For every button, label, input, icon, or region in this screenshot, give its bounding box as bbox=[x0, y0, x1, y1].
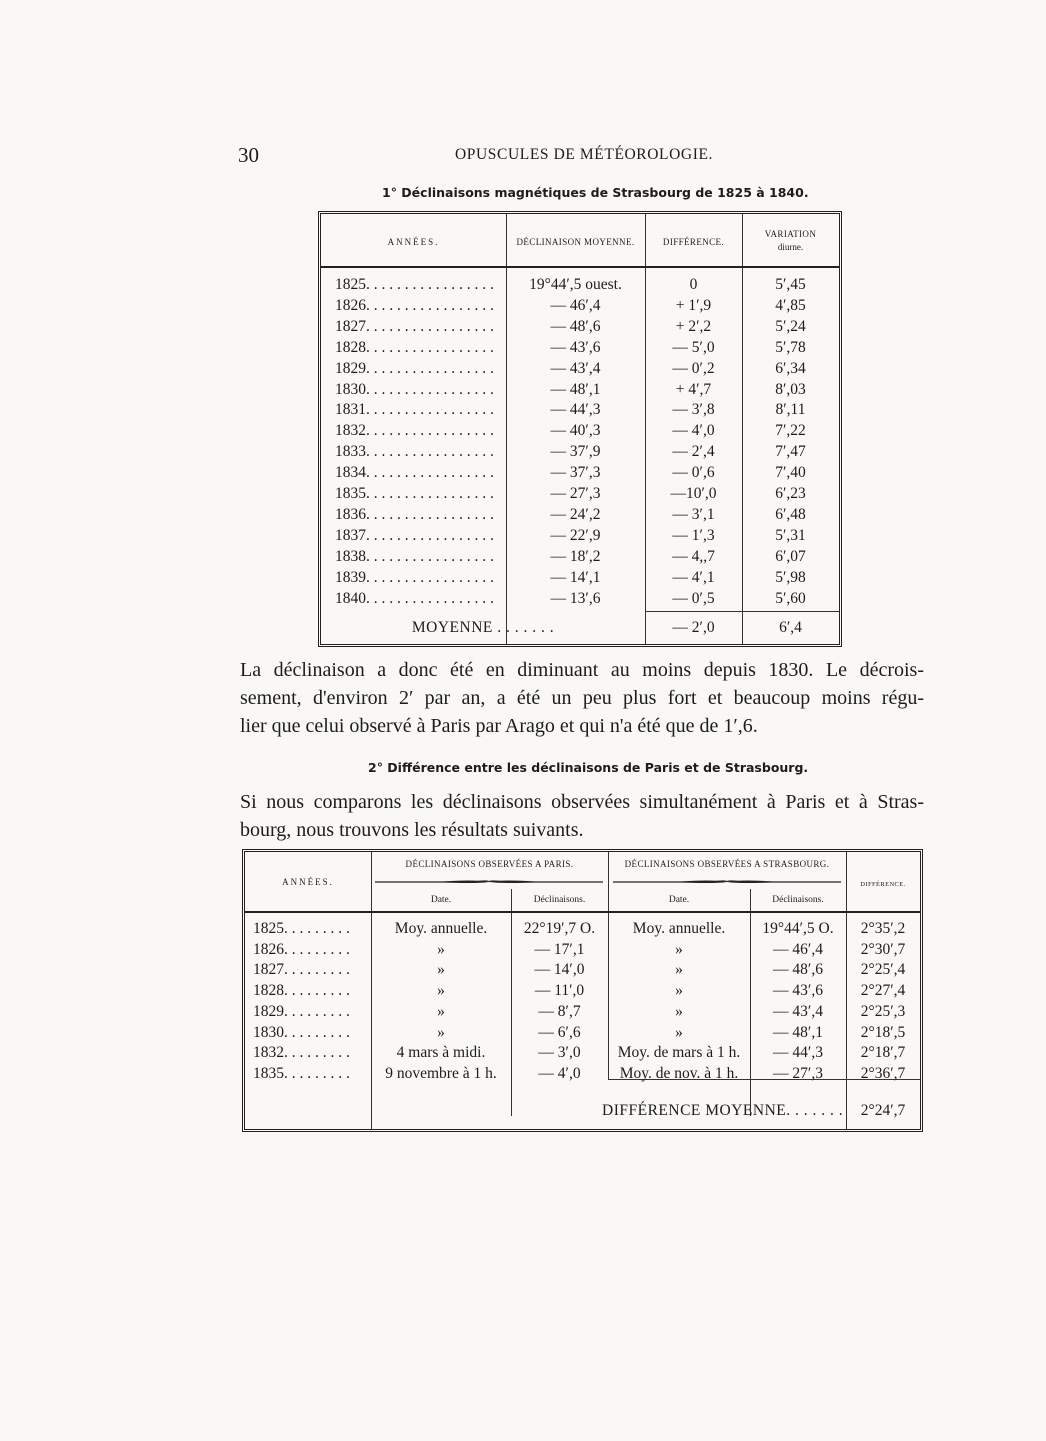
paragraph-1 bbox=[240, 656, 924, 740]
page-number: 30 bbox=[238, 143, 259, 167]
table2-title: 2° Différence entre les déclinaisons de Paris et de Strasbourg. bbox=[368, 760, 809, 775]
paragraph-1-line: lier que celui observé à Paris par Arago et qui n'a été que de 1′,6. bbox=[240, 715, 758, 737]
cell-declinaison: — 48′,1 bbox=[550, 380, 601, 398]
cell-difference: — 0′,5 bbox=[672, 589, 715, 607]
table2-header-annees: ANNÉES. bbox=[282, 877, 334, 887]
cell-paris-decl: — 11′,0 bbox=[534, 982, 585, 1000]
table1-header-variation-sub: diurne. bbox=[777, 242, 804, 252]
cell-stras-decl: 19°44′,5 O. bbox=[762, 920, 834, 937]
cell-difference: — 0′,6 bbox=[672, 464, 715, 482]
cell-difference: — 5′,0 bbox=[672, 338, 715, 356]
paragraph-1-line: La déclinaison a donc été en diminuant au moins depuis 1830. Le décrois- bbox=[240, 659, 924, 681]
cell-paris-date: 4 mars à midi. bbox=[396, 1044, 486, 1062]
table1-header-declinaison: DÉCLINAISON MOYENNE. bbox=[516, 237, 635, 247]
table-row bbox=[245, 940, 920, 960]
cell-stras-date: Moy. annuelle. bbox=[632, 920, 726, 937]
table-row bbox=[245, 919, 920, 939]
cell-declinaison: — 13′,6 bbox=[550, 589, 601, 607]
paragraph-2 bbox=[240, 788, 924, 844]
cell-paris-decl: — 17′,1 bbox=[534, 940, 585, 958]
table2-footer-difference: 2°24′,7 bbox=[860, 1102, 906, 1119]
cell-stras-decl: — 43′,4 bbox=[773, 1002, 823, 1020]
cell-paris-date: » bbox=[437, 982, 445, 1000]
table-row bbox=[321, 420, 839, 441]
cell-variation: 8′,11 bbox=[775, 401, 806, 419]
table-row bbox=[245, 1043, 920, 1063]
cell-variation: 7′,40 bbox=[775, 464, 806, 482]
table-row bbox=[321, 441, 839, 462]
cell-year: 1825. . . . . . . . . bbox=[253, 920, 350, 937]
table1-footer-row bbox=[321, 617, 839, 638]
table-row bbox=[321, 337, 839, 358]
table2-header-stras-date: Date. bbox=[668, 895, 690, 905]
cell-paris-decl: 22°19′,7 O. bbox=[523, 920, 596, 937]
cell-year: 1839. . . . . . . . . . . . . . . . . bbox=[335, 568, 494, 586]
table2-header-rule bbox=[245, 911, 920, 913]
cell-year: 1826. . . . . . . . . . . . . . . . . bbox=[335, 296, 494, 314]
cell-stras-date: Moy. de nov. à 1 h. bbox=[619, 1064, 739, 1082]
cell-paris-decl: — 3′,0 bbox=[538, 1044, 581, 1062]
cell-declinaison: — 48′,6 bbox=[550, 317, 601, 335]
cell-difference: — 3′,8 bbox=[672, 401, 715, 419]
table-row bbox=[321, 399, 839, 420]
cell-year: 1825. . . . . . . . . . . . . . . . . bbox=[335, 276, 494, 293]
cell-year: 1827. . . . . . . . . . . . . . . . . bbox=[335, 317, 494, 335]
cell-variation: 7′,22 bbox=[775, 422, 806, 440]
cell-variation: 5′,60 bbox=[775, 589, 806, 607]
cell-paris-decl: — 8′,7 bbox=[538, 1002, 581, 1020]
cell-year: 1837. . . . . . . . . . . . . . . . . bbox=[335, 526, 494, 544]
cell-variation: 8′,03 bbox=[775, 380, 806, 398]
table-row bbox=[321, 295, 839, 316]
cell-difference: — 4,,7 bbox=[672, 547, 715, 565]
cell-year: 1827. . . . . . . . . bbox=[253, 961, 350, 979]
cell-difference: 2°35′,2 bbox=[860, 920, 906, 937]
brace-rule bbox=[375, 879, 603, 885]
cell-difference: —10′,0 bbox=[670, 485, 717, 502]
cell-stras-decl: — 43′,6 bbox=[773, 982, 823, 1000]
cell-year: 1826. . . . . . . . . bbox=[253, 940, 350, 958]
cell-paris-date: » bbox=[437, 1002, 445, 1020]
cell-declinaison: — 37′,9 bbox=[550, 443, 601, 461]
cell-declinaison: — 14′,1 bbox=[550, 568, 601, 586]
cell-difference: 2°18′,5 bbox=[860, 1023, 906, 1041]
cell-declinaison: — 46′,4 bbox=[550, 296, 601, 314]
table2-footer-rule bbox=[608, 1079, 920, 1080]
cell-variation: 5′,78 bbox=[775, 338, 806, 356]
cell-difference: — 4′,0 bbox=[672, 422, 715, 440]
cell-year: 1830. . . . . . . . . bbox=[253, 1023, 350, 1041]
table-row bbox=[321, 316, 839, 337]
cell-declinaison: — 37′,3 bbox=[550, 464, 601, 482]
cell-paris-date: » bbox=[437, 961, 445, 979]
cell-year: 1833. . . . . . . . . . . . . . . . . bbox=[335, 443, 494, 461]
table1-footer-variation: 6′,4 bbox=[779, 619, 802, 636]
cell-year: 1838. . . . . . . . . . . . . . . . . bbox=[335, 547, 494, 565]
cell-year: 1829. . . . . . . . . bbox=[253, 1002, 350, 1020]
cell-variation: 5′,31 bbox=[775, 526, 806, 544]
cell-year: 1832. . . . . . . . . bbox=[253, 1044, 350, 1062]
table2-header-paris-date: Date. bbox=[430, 895, 452, 905]
cell-difference: 2°27′,4 bbox=[860, 982, 906, 1000]
table1-title: 1° Déclinaisons magnétiques de Strasbourg de 1825 à 1840. bbox=[382, 185, 809, 200]
cell-year: 1836. . . . . . . . . . . . . . . . . bbox=[335, 505, 494, 523]
table1-header-rule bbox=[321, 266, 839, 268]
table1-header-difference: DIFFÉRENCE. bbox=[662, 237, 725, 247]
paragraph-2-line: Si nous comparons les déclinaisons observées simultanément à Paris et à Stras- bbox=[240, 791, 924, 813]
cell-year: 1835. . . . . . . . . . . . . . . . . bbox=[335, 485, 494, 502]
cell-declinaison: — 27′,3 bbox=[550, 485, 601, 502]
table-row bbox=[321, 504, 839, 525]
cell-variation: 6′,23 bbox=[775, 485, 806, 502]
table-row bbox=[321, 462, 839, 483]
cell-variation: 5′,24 bbox=[775, 317, 806, 335]
cell-year: 1834. . . . . . . . . . . . . . . . . bbox=[335, 464, 494, 482]
cell-variation: 4′,85 bbox=[775, 296, 806, 314]
table-row bbox=[321, 588, 839, 609]
cell-paris-decl: — 4′,0 bbox=[538, 1064, 581, 1082]
cell-declinaison: — 43′,4 bbox=[550, 359, 601, 377]
paragraph-2-line: bourg, nous trouvons les résultats suivants. bbox=[240, 819, 584, 841]
cell-stras-decl: — 48′,6 bbox=[773, 961, 823, 979]
cell-paris-date: » bbox=[437, 940, 445, 958]
table2-header-difference: DIFFÉRENCE. bbox=[860, 881, 906, 888]
table2-difference-paris-strasbourg bbox=[242, 849, 923, 1132]
table1-footer-difference: — 2′,0 bbox=[672, 619, 715, 636]
cell-difference: — 2′,4 bbox=[672, 443, 715, 461]
cell-declinaison: — 44′,3 bbox=[550, 401, 601, 419]
table2-header-strasbourg: DÉCLINAISONS OBSERVÉES A STRASBOURG. bbox=[624, 859, 830, 869]
cell-year: 1830. . . . . . . . . . . . . . . . . bbox=[335, 380, 494, 398]
cell-difference: 2°25′,3 bbox=[860, 1002, 906, 1020]
cell-stras-date: Moy. de mars à 1 h. bbox=[617, 1044, 741, 1062]
cell-paris-date: 9 novembre à 1 h. bbox=[385, 1064, 497, 1082]
cell-variation: 5′,98 bbox=[775, 568, 806, 586]
cell-year: 1831. . . . . . . . . . . . . . . . . bbox=[335, 401, 494, 419]
table2-header-paris-declinaisons: Déclinaisons. bbox=[533, 895, 586, 905]
table-row bbox=[321, 567, 839, 588]
cell-difference: 2°30′,7 bbox=[860, 940, 906, 958]
table1-declinaisons-strasbourg bbox=[318, 211, 842, 647]
table-row bbox=[245, 960, 920, 980]
cell-difference: + 4′,7 bbox=[675, 380, 712, 398]
table-row bbox=[321, 274, 839, 295]
table1-footer-label: MOYENNE . . . . . . . bbox=[411, 619, 555, 636]
cell-year: 1829. . . . . . . . . . . . . . . . . bbox=[335, 359, 494, 377]
table-row bbox=[245, 1064, 920, 1084]
cell-variation: 5′,45 bbox=[775, 276, 806, 293]
cell-stras-decl: — 44′,3 bbox=[773, 1044, 823, 1062]
table-row bbox=[245, 981, 920, 1001]
cell-declinaison: 19°44′,5 ouest. bbox=[529, 276, 622, 293]
cell-difference: — 4′,1 bbox=[672, 568, 715, 586]
table-row bbox=[321, 483, 839, 504]
cell-paris-date: Moy. annuelle. bbox=[394, 920, 488, 937]
running-title: OPUSCULES DE MÉTÉOROLOGIE. bbox=[455, 146, 713, 163]
cell-year: 1832. . . . . . . . . . . . . . . . . bbox=[335, 422, 494, 440]
table-row bbox=[321, 379, 839, 400]
cell-declinaison: — 22′,9 bbox=[550, 526, 601, 544]
table-row bbox=[321, 525, 839, 546]
cell-difference: 0 bbox=[689, 276, 698, 293]
cell-stras-date: » bbox=[675, 1023, 683, 1041]
table2-header-paris: DÉCLINAISONS OBSERVÉES A PARIS. bbox=[405, 859, 574, 869]
cell-declinaison: — 40′,3 bbox=[550, 422, 601, 440]
cell-paris-decl: — 14′,0 bbox=[534, 961, 585, 979]
table-row bbox=[321, 358, 839, 379]
cell-year: 1828. . . . . . . . . bbox=[253, 982, 350, 1000]
table-row bbox=[245, 1023, 920, 1043]
cell-difference: 2°18′,7 bbox=[860, 1044, 906, 1062]
cell-year: 1840. . . . . . . . . . . . . . . . . bbox=[335, 589, 494, 607]
table2-header-stras-declinaisons: Déclinaisons. bbox=[772, 895, 824, 905]
cell-variation: 6′,48 bbox=[775, 505, 806, 523]
cell-difference: — 3′,1 bbox=[672, 505, 715, 523]
cell-difference: — 0′,2 bbox=[672, 359, 715, 377]
cell-stras-date: » bbox=[675, 982, 683, 1000]
table-row bbox=[245, 1002, 920, 1022]
table1-header-variation: VARIATION bbox=[764, 229, 817, 239]
cell-variation: 6′,07 bbox=[775, 547, 806, 565]
cell-stras-decl: — 48′,1 bbox=[773, 1023, 823, 1041]
cell-declinaison: — 18′,2 bbox=[550, 547, 601, 565]
paragraph-1-line: sement, d'environ 2′ par an, a été un peu plus fort et beaucoup moins régu- bbox=[240, 687, 924, 709]
table1-header-annees: ANNÉES. bbox=[387, 237, 440, 247]
cell-stras-date: » bbox=[675, 940, 683, 958]
cell-year: 1835. . . . . . . . . bbox=[253, 1064, 350, 1082]
cell-stras-decl: — 27′,3 bbox=[773, 1064, 823, 1082]
cell-paris-date: » bbox=[437, 1023, 445, 1041]
cell-difference: 2°25′,4 bbox=[860, 961, 906, 979]
cell-difference: 2°36′,7 bbox=[860, 1064, 906, 1082]
cell-variation: 6′,34 bbox=[775, 359, 806, 377]
table1-footer-rule bbox=[645, 611, 839, 612]
table2-footer-label: DIFFÉRENCE MOYENNE. . . . . . . bbox=[602, 1102, 844, 1119]
cell-year: 1828. . . . . . . . . . . . . . . . . bbox=[335, 338, 494, 356]
brace-rule bbox=[613, 879, 841, 885]
cell-difference: + 2′,2 bbox=[675, 317, 712, 335]
table-row bbox=[321, 546, 839, 567]
cell-difference: + 1′,9 bbox=[675, 296, 712, 314]
cell-stras-date: » bbox=[675, 961, 683, 979]
cell-paris-decl: — 6′,6 bbox=[538, 1023, 581, 1041]
cell-variation: 7′,47 bbox=[775, 443, 806, 461]
cell-declinaison: — 24′,2 bbox=[550, 505, 601, 523]
cell-stras-decl: — 46′,4 bbox=[773, 940, 823, 958]
table2-footer-row bbox=[245, 1101, 920, 1121]
cell-declinaison: — 43′,6 bbox=[550, 338, 601, 356]
cell-difference: — 1′,3 bbox=[672, 526, 715, 544]
cell-stras-date: » bbox=[675, 1002, 683, 1020]
